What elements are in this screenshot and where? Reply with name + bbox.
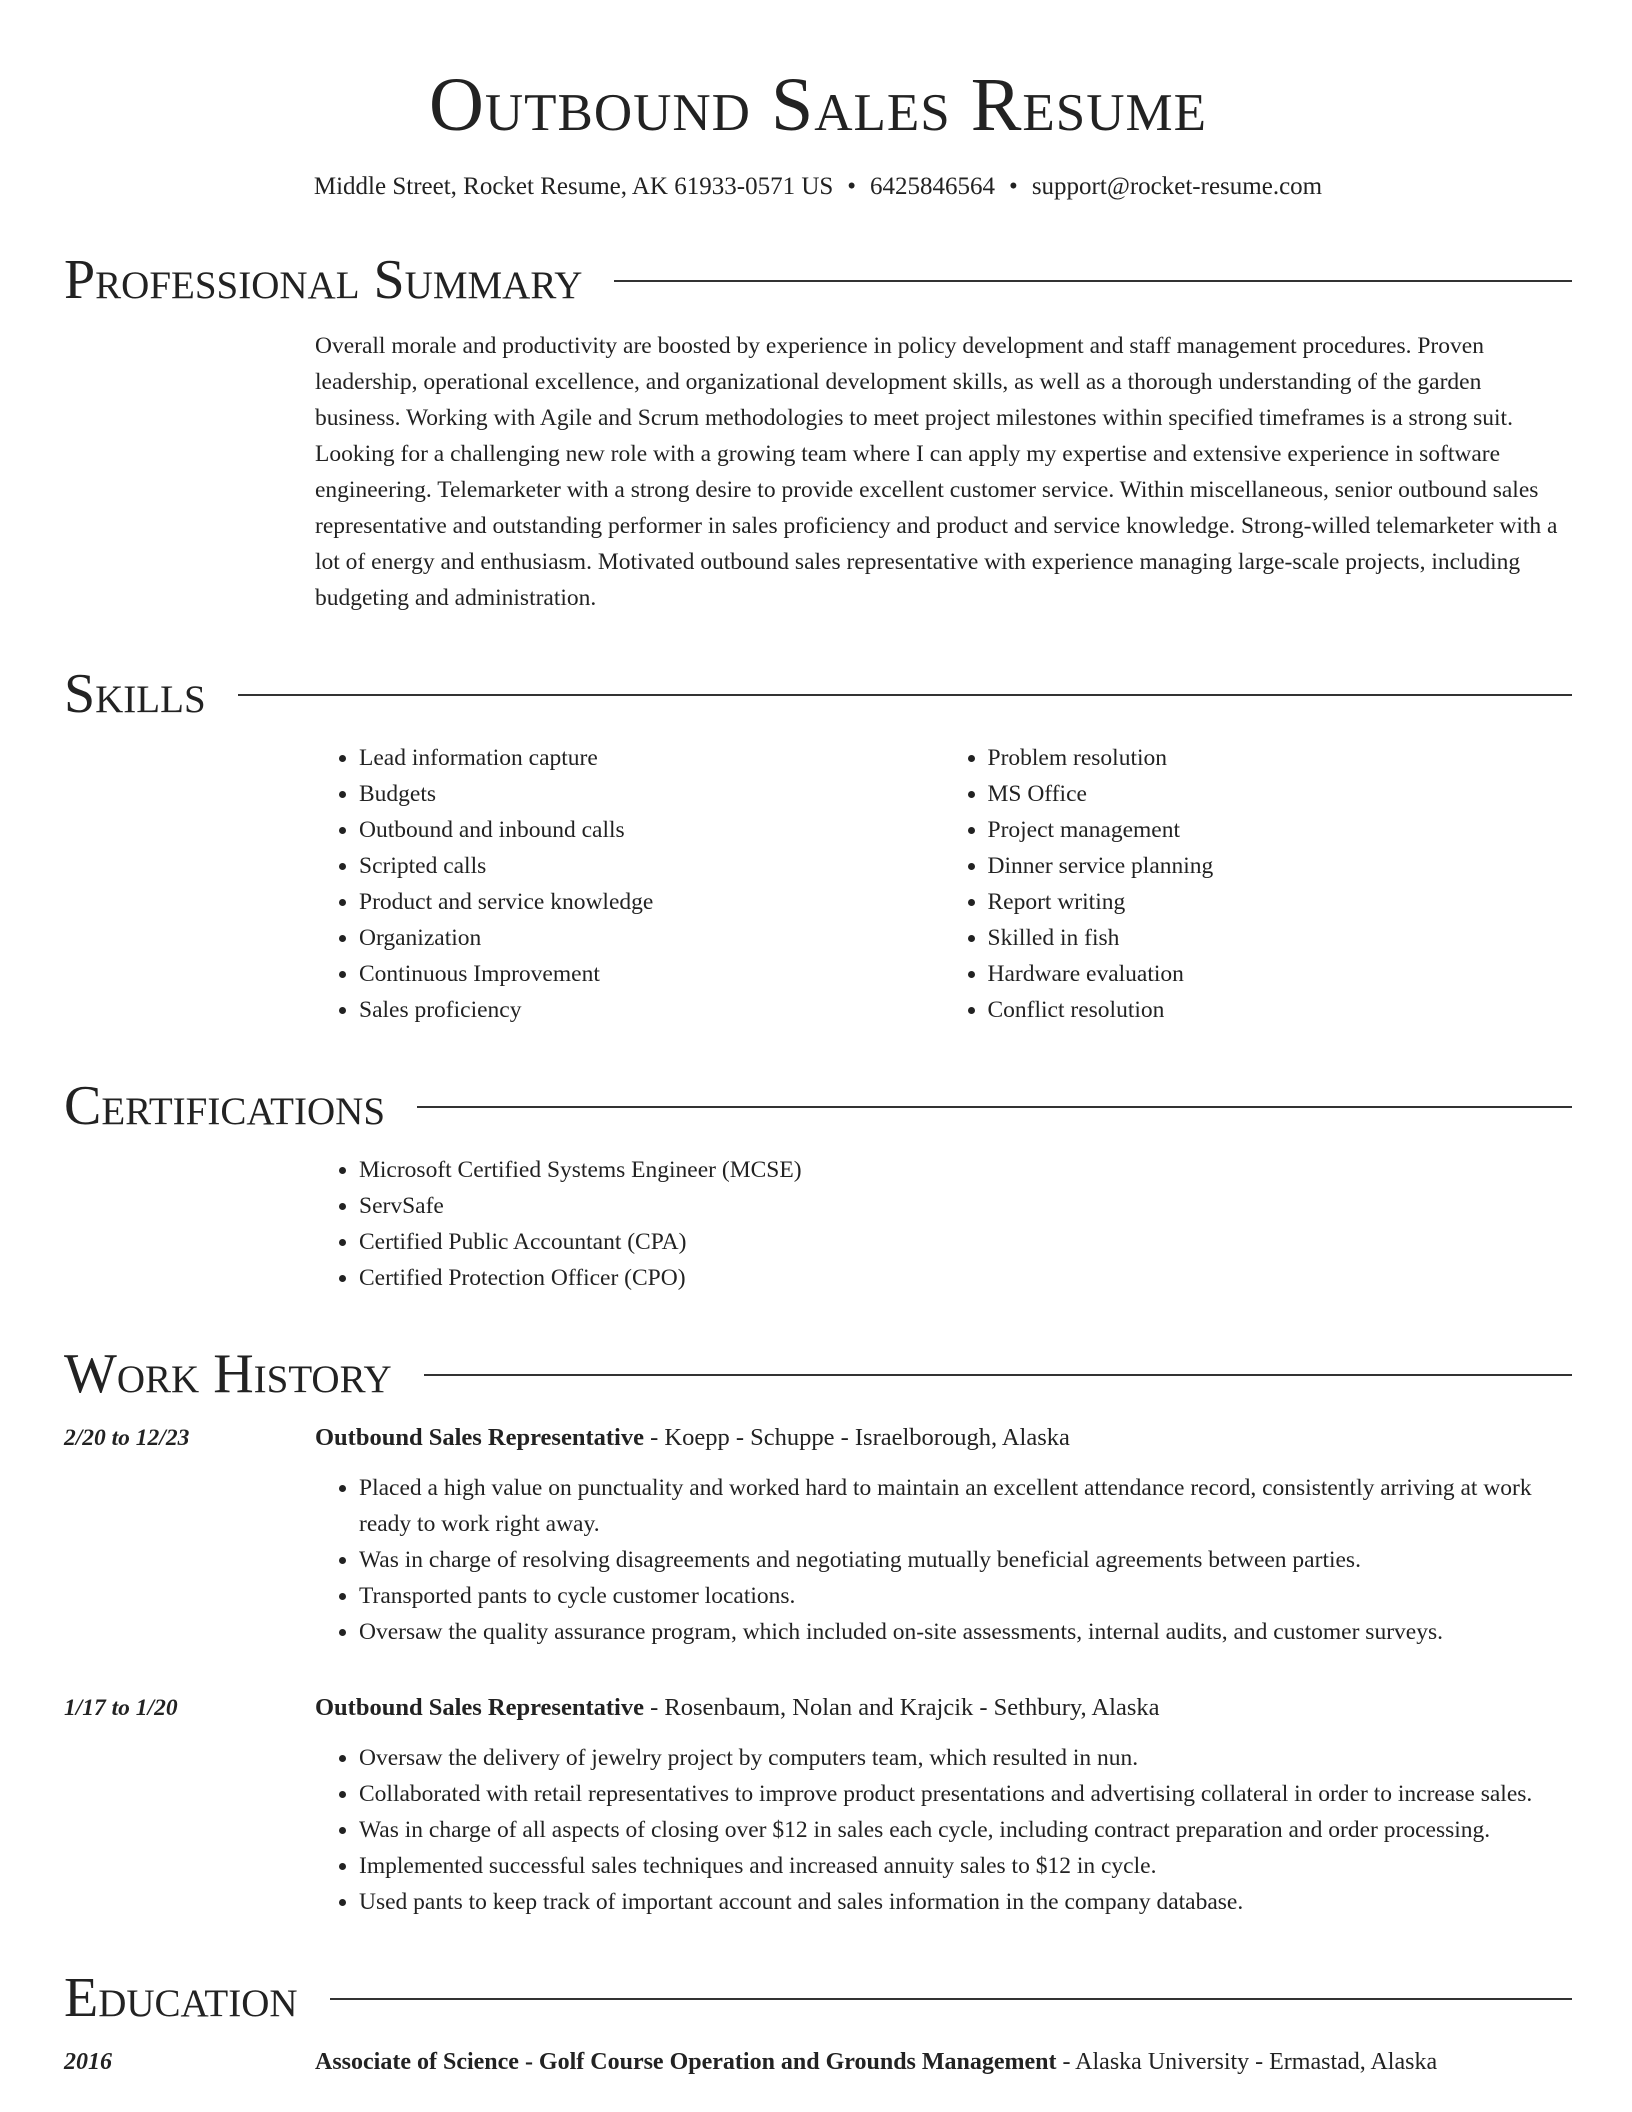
job-company: - Rosenbaum, Nolan and Krajcik - Sethbury, Alaska bbox=[643, 1694, 1160, 1721]
job-duty-item: • Used pants to keep track of important account and sales information in the company database. bbox=[359, 1884, 1572, 1920]
skill-item: • Hardware evaluation bbox=[988, 956, 1573, 992]
job-duty-item: • Transported pants to cycle customer locations. bbox=[359, 1578, 1572, 1614]
skills-column-right bbox=[944, 740, 1573, 1028]
skills-column-left bbox=[315, 740, 944, 1028]
job-company: - Koepp - Schuppe - Israelborough, Alaska bbox=[643, 1424, 1070, 1451]
job-duty-item: • Oversaw the delivery of jewelry project by computers team, which resulted in nun. bbox=[359, 1740, 1572, 1776]
skill-item: • Lead information capture bbox=[359, 740, 944, 776]
certification-item: • Certified Protection Officer (CPO) bbox=[359, 1260, 1572, 1296]
skills-list bbox=[315, 740, 1572, 1028]
job-title-line bbox=[315, 1420, 1572, 1456]
job-duty-item: • Collaborated with retail representatives to improve product presentations and advertising collateral in order to increase sales. bbox=[359, 1776, 1572, 1812]
section-divider bbox=[614, 280, 1572, 282]
work-history-heading: Work History bbox=[64, 1343, 392, 1405]
contact-separator: • bbox=[847, 173, 857, 200]
contact-address: Middle Street, Rocket Resume, AK 61933-0571 US bbox=[313, 173, 834, 200]
certification-item: • Certified Public Accountant (CPA) bbox=[359, 1224, 1572, 1260]
section-divider bbox=[424, 1374, 1572, 1376]
summary-section-header bbox=[64, 250, 1572, 310]
job-duty-item: • Implemented successful sales techniques and increased annuity sales to $12 in cycle. bbox=[359, 1848, 1572, 1884]
education-year: 2016 bbox=[64, 2049, 112, 2075]
section-divider bbox=[330, 1998, 1572, 2000]
education-entry bbox=[64, 2044, 1572, 2080]
job-duty-item: • Was in charge of resolving disagreements and negotiating mutually beneficial agreements between parties. bbox=[359, 1542, 1572, 1578]
certifications-list bbox=[315, 1152, 1572, 1296]
skill-item: • Skilled in fish bbox=[988, 920, 1573, 956]
job-duty-item: • Placed a high value on punctuality and worked hard to maintain an excellent attendance record, consistently arriving at work ready to work right away. bbox=[359, 1470, 1572, 1542]
contact-line bbox=[64, 172, 1572, 202]
skill-item: • MS Office bbox=[988, 776, 1573, 812]
education-degree: Associate of Science - Golf Course Operation and Grounds Management bbox=[315, 2049, 1057, 2075]
skill-item: • Dinner service planning bbox=[988, 848, 1573, 884]
skill-item: • Scripted calls bbox=[359, 848, 944, 884]
skill-item: • Budgets bbox=[359, 776, 944, 812]
job-duties bbox=[315, 1740, 1572, 1920]
skill-item: • Outbound and inbound calls bbox=[359, 812, 944, 848]
skills-heading: Skills bbox=[64, 663, 206, 725]
skills-section-header bbox=[64, 664, 1572, 724]
resume-page bbox=[64, 0, 1572, 2080]
skill-item: • Conflict resolution bbox=[988, 992, 1573, 1028]
job-dates: 1/17 to 1/20 bbox=[64, 1695, 178, 1721]
contact-separator: • bbox=[1009, 173, 1018, 200]
job-duties bbox=[315, 1470, 1572, 1650]
contact-email[interactable]: support@rocket-resume.com bbox=[1031, 173, 1323, 200]
education-section-header bbox=[64, 1968, 1572, 2028]
section-divider bbox=[238, 694, 1572, 696]
skill-item: • Continuous Improvement bbox=[359, 956, 944, 992]
job-title-line bbox=[315, 1690, 1572, 1726]
summary-heading: Professional Summary bbox=[64, 249, 583, 311]
skill-item: • Product and service knowledge bbox=[359, 884, 944, 920]
job-entry bbox=[64, 1690, 1572, 1920]
job-dates: 2/20 to 12/23 bbox=[64, 1425, 190, 1451]
section-divider bbox=[417, 1106, 1572, 1108]
education-school: - Alaska University - Ermastad, Alaska bbox=[1056, 2049, 1438, 2075]
certification-item: • Microsoft Certified Systems Engineer (MCSE) bbox=[359, 1152, 1572, 1188]
summary-text: Overall morale and productivity are boosted by experience in policy development and staff management procedures. Proven leadership, operational excellence, and organizational development skills, as well as a thorough understanding of the garden business. Working with Agile and Scrum methodologies to meet project milestones within specified timeframes is a strong suit. Looking for a challenging new role with a growing team where I can apply my expertise and extensive experience in software engineering. Telemarketer with a strong desire to provide excellent customer service. Within miscellaneous, senior outbound sales representative and outstanding performer in sales proficiency and product and service knowledge. Strong-willed telemarketer with a lot of energy and enthusiasm. Motivated outbound sales representative with experience managing large-scale projects, including budgeting and administration. bbox=[315, 333, 1558, 611]
certification-item: • ServSafe bbox=[359, 1188, 1572, 1224]
education-heading: Education bbox=[64, 1967, 298, 2029]
certifications-section-header bbox=[64, 1076, 1572, 1136]
job-role: Outbound Sales Representative bbox=[315, 1694, 644, 1721]
certifications-heading: Certifications bbox=[64, 1075, 386, 1137]
skill-item: • Sales proficiency bbox=[359, 992, 944, 1028]
resume-title: Outbound Sales Resume bbox=[428, 63, 1208, 147]
job-role: Outbound Sales Representative bbox=[315, 1424, 644, 1451]
skill-item: • Project management bbox=[988, 812, 1573, 848]
job-duty-item: • Oversaw the quality assurance program, which included on-site assessments, internal audits, and customer surveys. bbox=[359, 1614, 1572, 1650]
job-entry bbox=[64, 1420, 1572, 1650]
skill-item: • Organization bbox=[359, 920, 944, 956]
skill-item: • Problem resolution bbox=[988, 740, 1573, 776]
work-history-section-header bbox=[64, 1344, 1572, 1404]
contact-phone: 6425846564 bbox=[870, 173, 996, 200]
skill-item: • Report writing bbox=[988, 884, 1573, 920]
job-duty-item: • Was in charge of all aspects of closing over $12 in sales each cycle, including contract preparation and order processing. bbox=[359, 1812, 1572, 1848]
